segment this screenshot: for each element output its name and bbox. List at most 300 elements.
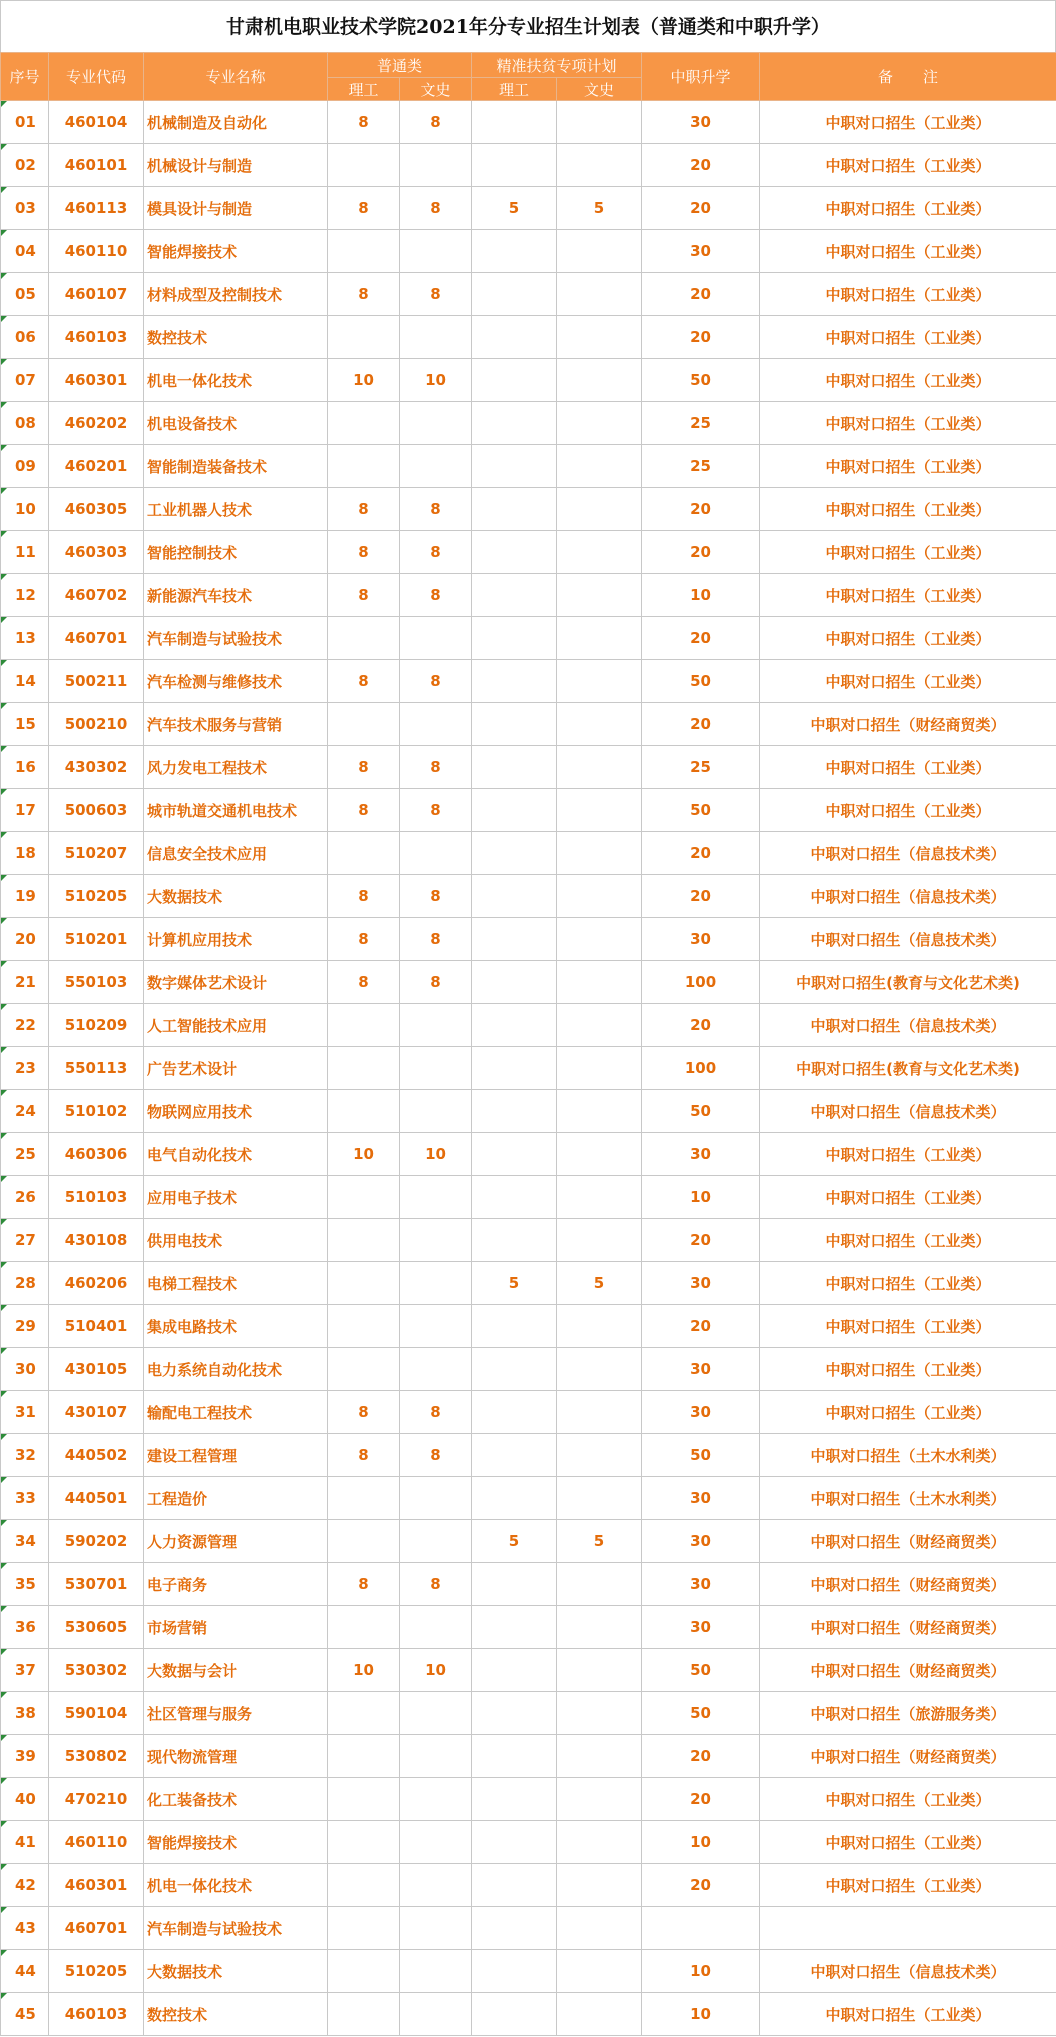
- cell-name: 风力发电工程技术: [144, 746, 328, 789]
- cell-vocational: 20: [642, 1219, 760, 1262]
- cell-note: 中职对口招生（工业类）: [760, 1133, 1056, 1176]
- cell-code: 530802: [49, 1735, 144, 1778]
- cell-code: 460306: [49, 1133, 144, 1176]
- cell-general-science: [328, 316, 400, 359]
- cell-general-arts: [400, 1864, 472, 1907]
- cell-general-arts: [400, 445, 472, 488]
- cell-general-arts: [400, 144, 472, 187]
- cell-vocational: 20: [642, 273, 760, 316]
- cell-poverty-arts: [557, 101, 642, 144]
- cell-poverty-science: [472, 230, 557, 273]
- cell-poverty-science: [472, 746, 557, 789]
- cell-general-science: 8: [328, 789, 400, 832]
- cell-general-science: [328, 1004, 400, 1047]
- cell-general-arts: 10: [400, 359, 472, 402]
- cell-poverty-arts: [557, 1950, 642, 1993]
- cell-general-arts: [400, 1606, 472, 1649]
- cell-poverty-science: [472, 531, 557, 574]
- cell-note: 中职对口招生（信息技术类）: [760, 918, 1056, 961]
- cell-general-science: [328, 1993, 400, 2036]
- cell-poverty-science: [472, 402, 557, 445]
- table-row: [1, 1262, 1056, 1305]
- cell-general-arts: [400, 1735, 472, 1778]
- header-note: 备 注: [760, 53, 1056, 101]
- cell-poverty-science: [472, 1477, 557, 1520]
- cell-vocational: 10: [642, 1821, 760, 1864]
- table-row: [1, 832, 1056, 875]
- table-row: [1, 1649, 1056, 1692]
- cell-general-arts: [400, 1692, 472, 1735]
- cell-poverty-science: [472, 1305, 557, 1348]
- cell-seq: 05: [1, 273, 49, 316]
- cell-poverty-science: [472, 1004, 557, 1047]
- cell-seq: 01: [1, 101, 49, 144]
- cell-code: 500211: [49, 660, 144, 703]
- cell-vocational: 30: [642, 1348, 760, 1391]
- cell-name: 数控技术: [144, 1993, 328, 2036]
- cell-general-arts: 8: [400, 1391, 472, 1434]
- cell-poverty-arts: [557, 875, 642, 918]
- cell-general-arts: 8: [400, 789, 472, 832]
- cell-poverty-arts: [557, 832, 642, 875]
- cell-poverty-arts: [557, 918, 642, 961]
- cell-code: 550103: [49, 961, 144, 1004]
- cell-general-arts: [400, 1176, 472, 1219]
- cell-code: 430107: [49, 1391, 144, 1434]
- cell-code: 500210: [49, 703, 144, 746]
- cell-general-arts: 8: [400, 746, 472, 789]
- table-row: [1, 1692, 1056, 1735]
- table-row: [1, 1348, 1056, 1391]
- cell-note: [760, 1907, 1056, 1950]
- cell-poverty-arts: 5: [557, 1262, 642, 1305]
- cell-note: 中职对口招生（工业类）: [760, 746, 1056, 789]
- cell-name: 汽车制造与试验技术: [144, 1907, 328, 1950]
- cell-general-science: 8: [328, 660, 400, 703]
- cell-note: 中职对口招生（工业类）: [760, 402, 1056, 445]
- cell-name: 机械制造及自动化: [144, 101, 328, 144]
- cell-general-science: [328, 1735, 400, 1778]
- cell-code: 460303: [49, 531, 144, 574]
- cell-general-science: 8: [328, 918, 400, 961]
- cell-general-science: 8: [328, 101, 400, 144]
- cell-seq: 15: [1, 703, 49, 746]
- table-row: [1, 875, 1056, 918]
- cell-name: 信息安全技术应用: [144, 832, 328, 875]
- cell-poverty-arts: [557, 1778, 642, 1821]
- cell-poverty-arts: [557, 1047, 642, 1090]
- cell-poverty-arts: [557, 1907, 642, 1950]
- cell-general-arts: [400, 1305, 472, 1348]
- cell-name: 供用电技术: [144, 1219, 328, 1262]
- cell-poverty-arts: [557, 1391, 642, 1434]
- cell-name: 大数据技术: [144, 1950, 328, 1993]
- cell-name: 机电设备技术: [144, 402, 328, 445]
- cell-note: 中职对口招生（信息技术类）: [760, 1004, 1056, 1047]
- cell-general-science: [328, 144, 400, 187]
- cell-name: 现代物流管理: [144, 1735, 328, 1778]
- cell-seq: 39: [1, 1735, 49, 1778]
- header-general-science: 理工: [328, 78, 400, 101]
- cell-general-science: [328, 1692, 400, 1735]
- cell-code: 440502: [49, 1434, 144, 1477]
- cell-general-arts: 8: [400, 574, 472, 617]
- cell-general-arts: 8: [400, 273, 472, 316]
- cell-name: 人力资源管理: [144, 1520, 328, 1563]
- cell-note: 中职对口招生（信息技术类）: [760, 1090, 1056, 1133]
- cell-poverty-science: [472, 574, 557, 617]
- header-poverty-science: 理工: [472, 78, 557, 101]
- header-code: 专业代码: [49, 53, 144, 101]
- cell-poverty-science: [472, 144, 557, 187]
- cell-general-science: [328, 1047, 400, 1090]
- cell-poverty-arts: [557, 789, 642, 832]
- cell-seq: 18: [1, 832, 49, 875]
- cell-poverty-arts: [557, 961, 642, 1004]
- cell-seq: 14: [1, 660, 49, 703]
- cell-vocational: 30: [642, 1477, 760, 1520]
- cell-note: 中职对口招生（财经商贸类）: [760, 1520, 1056, 1563]
- cell-name: 应用电子技术: [144, 1176, 328, 1219]
- cell-code: 430108: [49, 1219, 144, 1262]
- cell-vocational: 20: [642, 187, 760, 230]
- cell-poverty-arts: [557, 574, 642, 617]
- cell-code: 460305: [49, 488, 144, 531]
- cell-note: 中职对口招生（土木水利类）: [760, 1477, 1056, 1520]
- cell-general-arts: 10: [400, 1133, 472, 1176]
- cell-code: 530302: [49, 1649, 144, 1692]
- table-row: [1, 1606, 1056, 1649]
- cell-seq: 12: [1, 574, 49, 617]
- cell-seq: 24: [1, 1090, 49, 1133]
- cell-name: 智能焊接技术: [144, 230, 328, 273]
- cell-general-science: 8: [328, 531, 400, 574]
- table-row: [1, 1864, 1056, 1907]
- cell-poverty-science: [472, 703, 557, 746]
- cell-name: 工程造价: [144, 1477, 328, 1520]
- cell-name: 机电一体化技术: [144, 359, 328, 402]
- table-row: [1, 1176, 1056, 1219]
- header-poverty: 精准扶贫专项计划: [472, 53, 642, 78]
- cell-code: 460701: [49, 617, 144, 660]
- cell-general-science: [328, 703, 400, 746]
- cell-seq: 45: [1, 1993, 49, 2036]
- cell-general-science: 8: [328, 574, 400, 617]
- cell-code: 510401: [49, 1305, 144, 1348]
- cell-vocational: 20: [642, 617, 760, 660]
- cell-vocational: 20: [642, 1735, 760, 1778]
- cell-vocational: 10: [642, 574, 760, 617]
- cell-code: 460103: [49, 1993, 144, 2036]
- cell-general-science: [328, 445, 400, 488]
- cell-general-science: [328, 1950, 400, 1993]
- cell-vocational: 10: [642, 1993, 760, 2036]
- table-row: [1, 1950, 1056, 1993]
- cell-code: 460110: [49, 1821, 144, 1864]
- cell-vocational: 50: [642, 789, 760, 832]
- cell-general-science: 10: [328, 1133, 400, 1176]
- cell-general-arts: [400, 832, 472, 875]
- cell-vocational: 30: [642, 1563, 760, 1606]
- cell-vocational: 100: [642, 961, 760, 1004]
- cell-general-arts: [400, 1821, 472, 1864]
- cell-poverty-science: [472, 1606, 557, 1649]
- cell-poverty-science: [472, 875, 557, 918]
- cell-poverty-science: [472, 1434, 557, 1477]
- cell-poverty-science: [472, 1090, 557, 1133]
- cell-code: 460110: [49, 230, 144, 273]
- table-row: [1, 1520, 1056, 1563]
- cell-seq: 02: [1, 144, 49, 187]
- table-row: [1, 1219, 1056, 1262]
- cell-general-arts: [400, 1348, 472, 1391]
- cell-vocational: 25: [642, 746, 760, 789]
- cell-poverty-arts: [557, 1348, 642, 1391]
- cell-poverty-science: [472, 789, 557, 832]
- cell-poverty-arts: [557, 1090, 642, 1133]
- cell-note: 中职对口招生（工业类）: [760, 187, 1056, 230]
- cell-note: 中职对口招生(教育与文化艺术类): [760, 961, 1056, 1004]
- cell-code: 430105: [49, 1348, 144, 1391]
- cell-code: 460702: [49, 574, 144, 617]
- cell-name: 广告艺术设计: [144, 1047, 328, 1090]
- cell-poverty-arts: [557, 1692, 642, 1735]
- cell-seq: 33: [1, 1477, 49, 1520]
- cell-note: 中职对口招生（工业类）: [760, 1993, 1056, 2036]
- cell-code: 460301: [49, 359, 144, 402]
- cell-general-arts: 8: [400, 187, 472, 230]
- cell-poverty-arts: 5: [557, 187, 642, 230]
- cell-code: 590202: [49, 1520, 144, 1563]
- cell-general-science: 8: [328, 1563, 400, 1606]
- cell-poverty-science: [472, 1735, 557, 1778]
- cell-name: 化工装备技术: [144, 1778, 328, 1821]
- cell-vocational: 30: [642, 918, 760, 961]
- cell-poverty-arts: [557, 660, 642, 703]
- cell-name: 智能制造装备技术: [144, 445, 328, 488]
- cell-note: 中职对口招生（工业类）: [760, 1778, 1056, 1821]
- cell-seq: 19: [1, 875, 49, 918]
- cell-poverty-arts: [557, 703, 642, 746]
- cell-note: 中职对口招生（工业类）: [760, 488, 1056, 531]
- table-row: [1, 660, 1056, 703]
- cell-general-science: 8: [328, 488, 400, 531]
- table-row: [1, 1004, 1056, 1047]
- cell-general-arts: [400, 1047, 472, 1090]
- cell-name: 模具设计与制造: [144, 187, 328, 230]
- cell-code: 510201: [49, 918, 144, 961]
- cell-note: 中职对口招生（土木水利类）: [760, 1434, 1056, 1477]
- table-row: [1, 1477, 1056, 1520]
- cell-name: 大数据与会计: [144, 1649, 328, 1692]
- cell-seq: 22: [1, 1004, 49, 1047]
- cell-poverty-science: [472, 1864, 557, 1907]
- table-row: [1, 1907, 1056, 1950]
- cell-seq: 32: [1, 1434, 49, 1477]
- cell-vocational: 30: [642, 1133, 760, 1176]
- table-row: [1, 1434, 1056, 1477]
- cell-name: 机械设计与制造: [144, 144, 328, 187]
- cell-name: 社区管理与服务: [144, 1692, 328, 1735]
- cell-vocational: 10: [642, 1950, 760, 1993]
- cell-general-arts: [400, 1004, 472, 1047]
- table-row: [1, 144, 1056, 187]
- cell-general-arts: 8: [400, 660, 472, 703]
- enrollment-table: [0, 52, 1056, 2036]
- table-row: [1, 1133, 1056, 1176]
- cell-general-science: 10: [328, 1649, 400, 1692]
- cell-general-arts: 8: [400, 531, 472, 574]
- cell-name: 数控技术: [144, 316, 328, 359]
- cell-seq: 41: [1, 1821, 49, 1864]
- cell-vocational: 20: [642, 316, 760, 359]
- cell-note: 中职对口招生（财经商贸类）: [760, 703, 1056, 746]
- table-row: [1, 574, 1056, 617]
- cell-seq: 16: [1, 746, 49, 789]
- cell-seq: 17: [1, 789, 49, 832]
- cell-note: 中职对口招生（工业类）: [760, 273, 1056, 316]
- cell-seq: 31: [1, 1391, 49, 1434]
- cell-general-arts: [400, 402, 472, 445]
- cell-general-arts: 8: [400, 875, 472, 918]
- cell-note: 中职对口招生（财经商贸类）: [760, 1563, 1056, 1606]
- cell-general-science: [328, 1606, 400, 1649]
- cell-general-science: [328, 1907, 400, 1950]
- cell-seq: 25: [1, 1133, 49, 1176]
- cell-seq: 35: [1, 1563, 49, 1606]
- cell-note: 中职对口招生（工业类）: [760, 531, 1056, 574]
- cell-seq: 29: [1, 1305, 49, 1348]
- cell-name: 机电一体化技术: [144, 1864, 328, 1907]
- cell-seq: 34: [1, 1520, 49, 1563]
- cell-code: 430302: [49, 746, 144, 789]
- cell-poverty-science: [472, 1907, 557, 1950]
- cell-name: 人工智能技术应用: [144, 1004, 328, 1047]
- table-row: [1, 1563, 1056, 1606]
- table-row: [1, 1305, 1056, 1348]
- cell-general-science: 8: [328, 875, 400, 918]
- cell-seq: 07: [1, 359, 49, 402]
- cell-vocational: 50: [642, 660, 760, 703]
- cell-vocational: 20: [642, 144, 760, 187]
- cell-vocational: 20: [642, 1864, 760, 1907]
- cell-note: 中职对口招生（旅游服务类）: [760, 1692, 1056, 1735]
- cell-note: 中职对口招生（工业类）: [760, 1348, 1056, 1391]
- cell-poverty-science: [472, 660, 557, 703]
- table-row: [1, 531, 1056, 574]
- cell-code: 470210: [49, 1778, 144, 1821]
- cell-name: 集成电路技术: [144, 1305, 328, 1348]
- cell-poverty-science: [472, 488, 557, 531]
- cell-seq: 21: [1, 961, 49, 1004]
- table-row: [1, 1993, 1056, 2036]
- cell-poverty-arts: [557, 1133, 642, 1176]
- cell-seq: 38: [1, 1692, 49, 1735]
- cell-general-arts: [400, 617, 472, 660]
- cell-poverty-science: [472, 1348, 557, 1391]
- cell-poverty-science: [472, 1391, 557, 1434]
- cell-code: 460701: [49, 1907, 144, 1950]
- table-row: [1, 918, 1056, 961]
- cell-code: 440501: [49, 1477, 144, 1520]
- cell-note: 中职对口招生（工业类）: [760, 316, 1056, 359]
- cell-poverty-science: 5: [472, 187, 557, 230]
- cell-name: 计算机应用技术: [144, 918, 328, 961]
- cell-poverty-arts: [557, 1649, 642, 1692]
- cell-poverty-science: [472, 1950, 557, 1993]
- table-row: [1, 273, 1056, 316]
- cell-general-arts: [400, 1778, 472, 1821]
- cell-general-science: [328, 1262, 400, 1305]
- cell-poverty-arts: [557, 1219, 642, 1262]
- cell-poverty-arts: 5: [557, 1520, 642, 1563]
- cell-poverty-science: 5: [472, 1262, 557, 1305]
- cell-poverty-arts: [557, 1563, 642, 1606]
- cell-note: 中职对口招生（工业类）: [760, 1219, 1056, 1262]
- cell-note: 中职对口招生（工业类）: [760, 617, 1056, 660]
- cell-seq: 27: [1, 1219, 49, 1262]
- cell-seq: 10: [1, 488, 49, 531]
- cell-general-science: 8: [328, 961, 400, 1004]
- cell-code: 510205: [49, 875, 144, 918]
- cell-seq: 20: [1, 918, 49, 961]
- table-row: [1, 703, 1056, 746]
- cell-general-science: [328, 1520, 400, 1563]
- cell-vocational: 10: [642, 1176, 760, 1219]
- cell-poverty-science: [472, 918, 557, 961]
- cell-general-arts: [400, 1950, 472, 1993]
- cell-note: 中职对口招生（工业类）: [760, 1176, 1056, 1219]
- cell-vocational: 20: [642, 1004, 760, 1047]
- cell-seq: 06: [1, 316, 49, 359]
- cell-seq: 36: [1, 1606, 49, 1649]
- cell-note: 中职对口招生（工业类）: [760, 789, 1056, 832]
- cell-seq: 44: [1, 1950, 49, 1993]
- cell-poverty-science: [472, 1176, 557, 1219]
- cell-poverty-science: [472, 316, 557, 359]
- cell-name: 材料成型及控制技术: [144, 273, 328, 316]
- cell-name: 电力系统自动化技术: [144, 1348, 328, 1391]
- cell-code: 530701: [49, 1563, 144, 1606]
- cell-code: 460201: [49, 445, 144, 488]
- header-name: 专业名称: [144, 53, 328, 101]
- cell-name: 大数据技术: [144, 875, 328, 918]
- cell-note: 中职对口招生（工业类）: [760, 1305, 1056, 1348]
- cell-seq: 28: [1, 1262, 49, 1305]
- cell-vocational: 20: [642, 1778, 760, 1821]
- table-row: [1, 230, 1056, 273]
- cell-code: 550113: [49, 1047, 144, 1090]
- cell-poverty-science: [472, 273, 557, 316]
- table-row: [1, 187, 1056, 230]
- cell-seq: 04: [1, 230, 49, 273]
- cell-note: 中职对口招生（财经商贸类）: [760, 1649, 1056, 1692]
- cell-poverty-science: [472, 1563, 557, 1606]
- table-row: [1, 445, 1056, 488]
- cell-general-arts: 8: [400, 1563, 472, 1606]
- cell-name: 物联网应用技术: [144, 1090, 328, 1133]
- cell-poverty-science: [472, 1778, 557, 1821]
- table-row: [1, 316, 1056, 359]
- cell-name: 市场营销: [144, 1606, 328, 1649]
- cell-general-science: [328, 1477, 400, 1520]
- cell-poverty-arts: [557, 1477, 642, 1520]
- cell-vocational: 20: [642, 531, 760, 574]
- cell-code: 510103: [49, 1176, 144, 1219]
- table-row: [1, 789, 1056, 832]
- cell-seq: 11: [1, 531, 49, 574]
- cell-poverty-science: [472, 1692, 557, 1735]
